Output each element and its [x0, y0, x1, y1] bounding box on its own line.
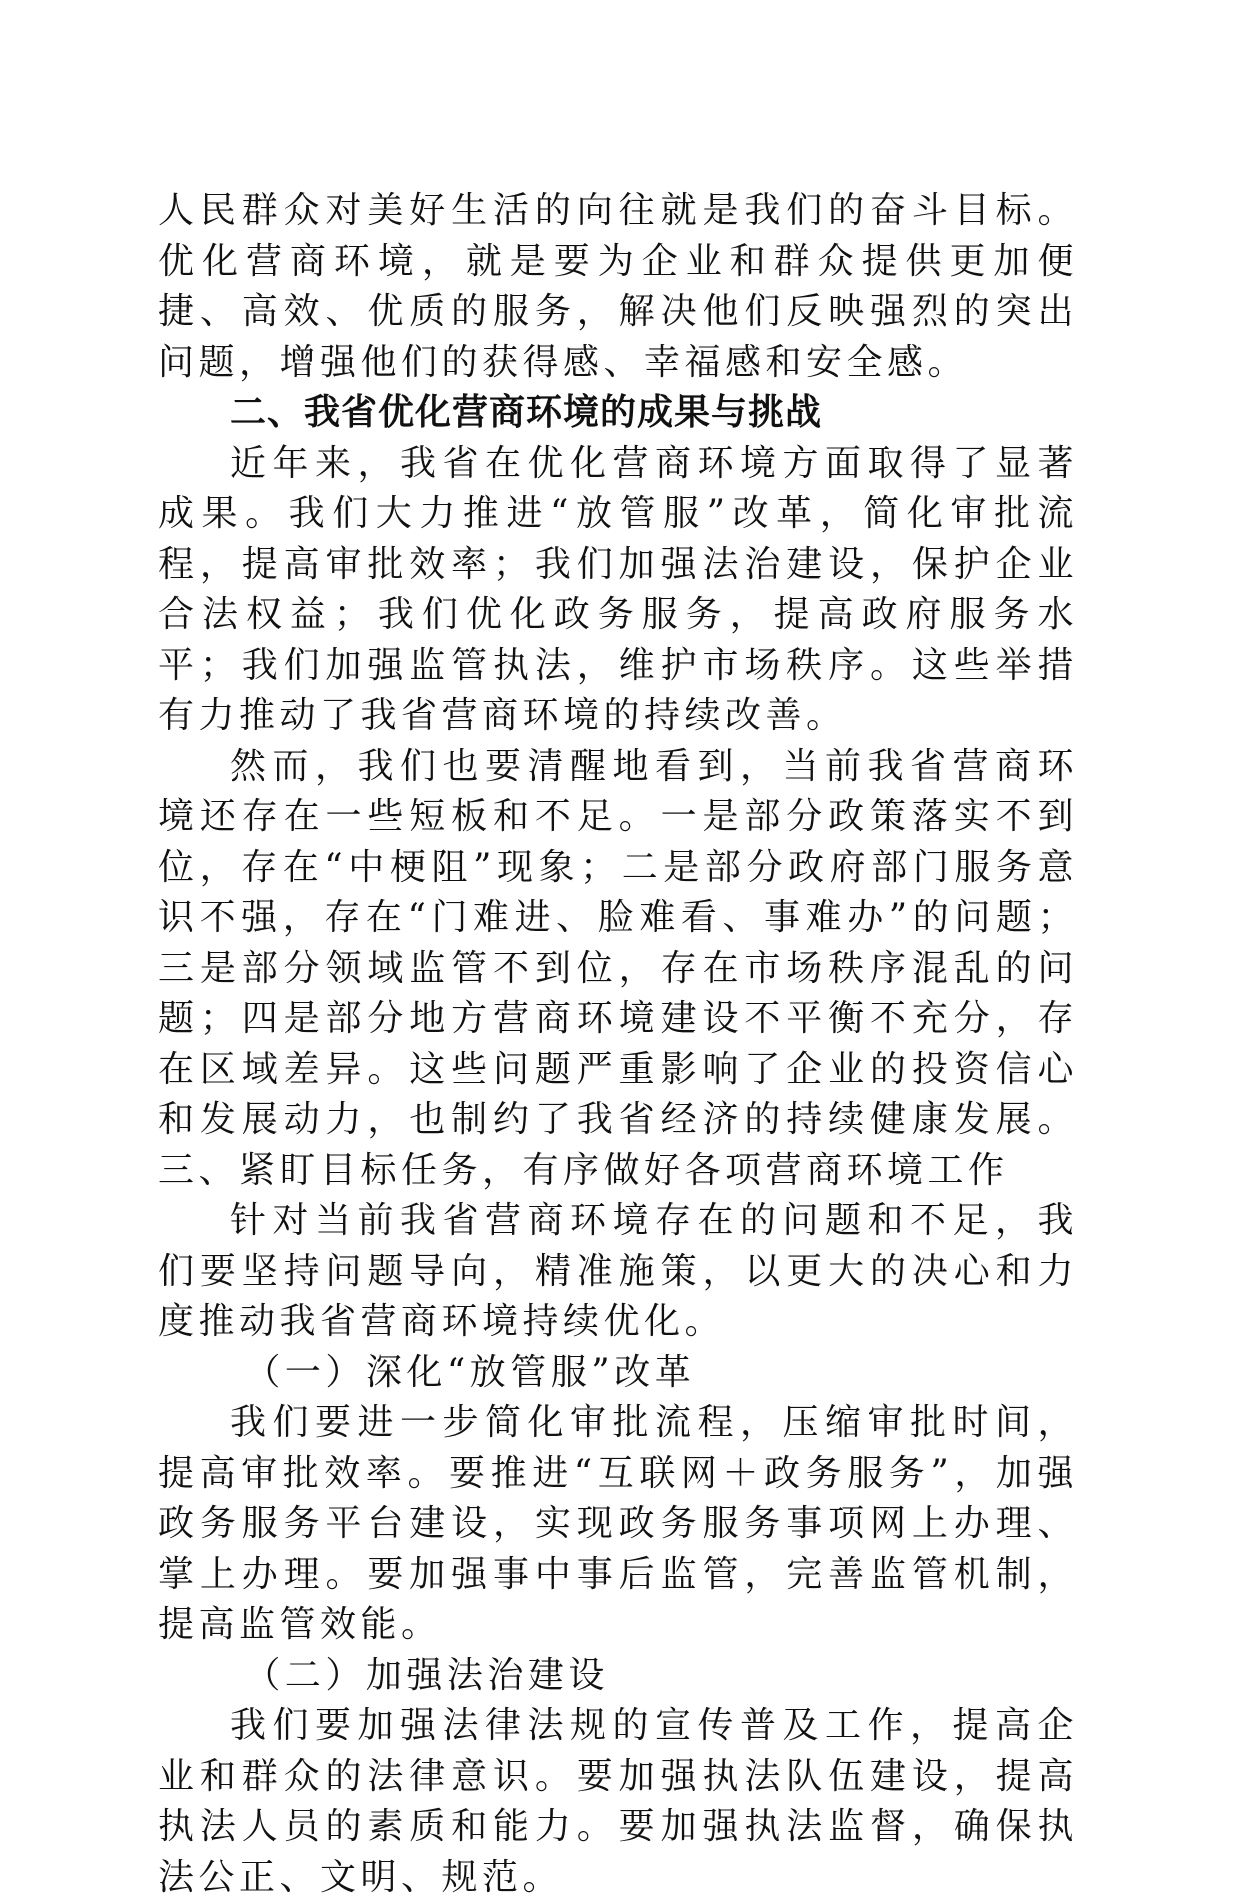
document-page — [158, 186, 1078, 1903]
paragraph-problem-orientation: 针对当前我省营商环境存在的问题和不足，我们要坚持问题导向，精准施策，以更大的决心和力度推动我省营商环境持续优化。 — [158, 1200, 1078, 1342]
subheading-deepen-reform: （一）深化“放管服”改革 — [244, 1351, 696, 1393]
paragraph-challenges: 然而，我们也要清醒地看到，当前我省营商环境还存在一些短板和不足。一是部分政策落实不到位，存在“中梗阻”现象；二是部分政府部门服务意识不强，存在“门难进、脸难看、事难办”的问题；三是部分领域监管不到位，存在市场秩序混乱的问题；四是部分地方营商环境建设不平衡不充分，存在区域差异。这些问题严重影响了企业的投资信心和发展动力，也制约了我省经济的持续健康发展。三、紧盯目标任务，有序做好各项营商环境工作 — [158, 745, 1078, 1191]
subheading-rule-of-law: （二）加强法治建设 — [244, 1654, 609, 1696]
section-heading-achievements-challenges: 二、我省优化营商环境的成果与挑战 — [230, 392, 823, 433]
paragraph-intro-continued: 人民群众对美好生活的向往就是我们的奋斗目标。优化营商环境，就是要为企业和群众提供更加便捷、高效、优质的服务，解决他们反映强烈的突出问题，增强他们的获得感、幸福感和安全感。 — [158, 190, 1078, 383]
paragraph-achievements: 近年来，我省在优化营商环境方面取得了显著成果。我们大力推进“放管服”改革，简化审批流程，提高审批效率；我们加强法治建设，保护企业合法权益；我们优化政务服务，提高政府服务水平；我们加强监管执法，维护市场秩序。这些举措有力推动了我省营商环境的持续改善。 — [158, 442, 1078, 736]
paragraph-deepen-reform: 我们要进一步简化审批流程，压缩审批时间，提高审批效率。要推进“互联网＋政务服务”，加强政务服务平台建设，实现政务服务事项网上办理、掌上办理。要加强事中事后监管，完善监管机制，提高监管效能。 — [158, 1402, 1078, 1645]
paragraph-rule-of-law: 我们要加强法律法规的宣传普及工作，提高企业和群众的法律意识。要加强执法队伍建设，提高执法人员的素质和能力。要加强执法监督，确保执法公正、文明、规范。 — [158, 1705, 1078, 1898]
